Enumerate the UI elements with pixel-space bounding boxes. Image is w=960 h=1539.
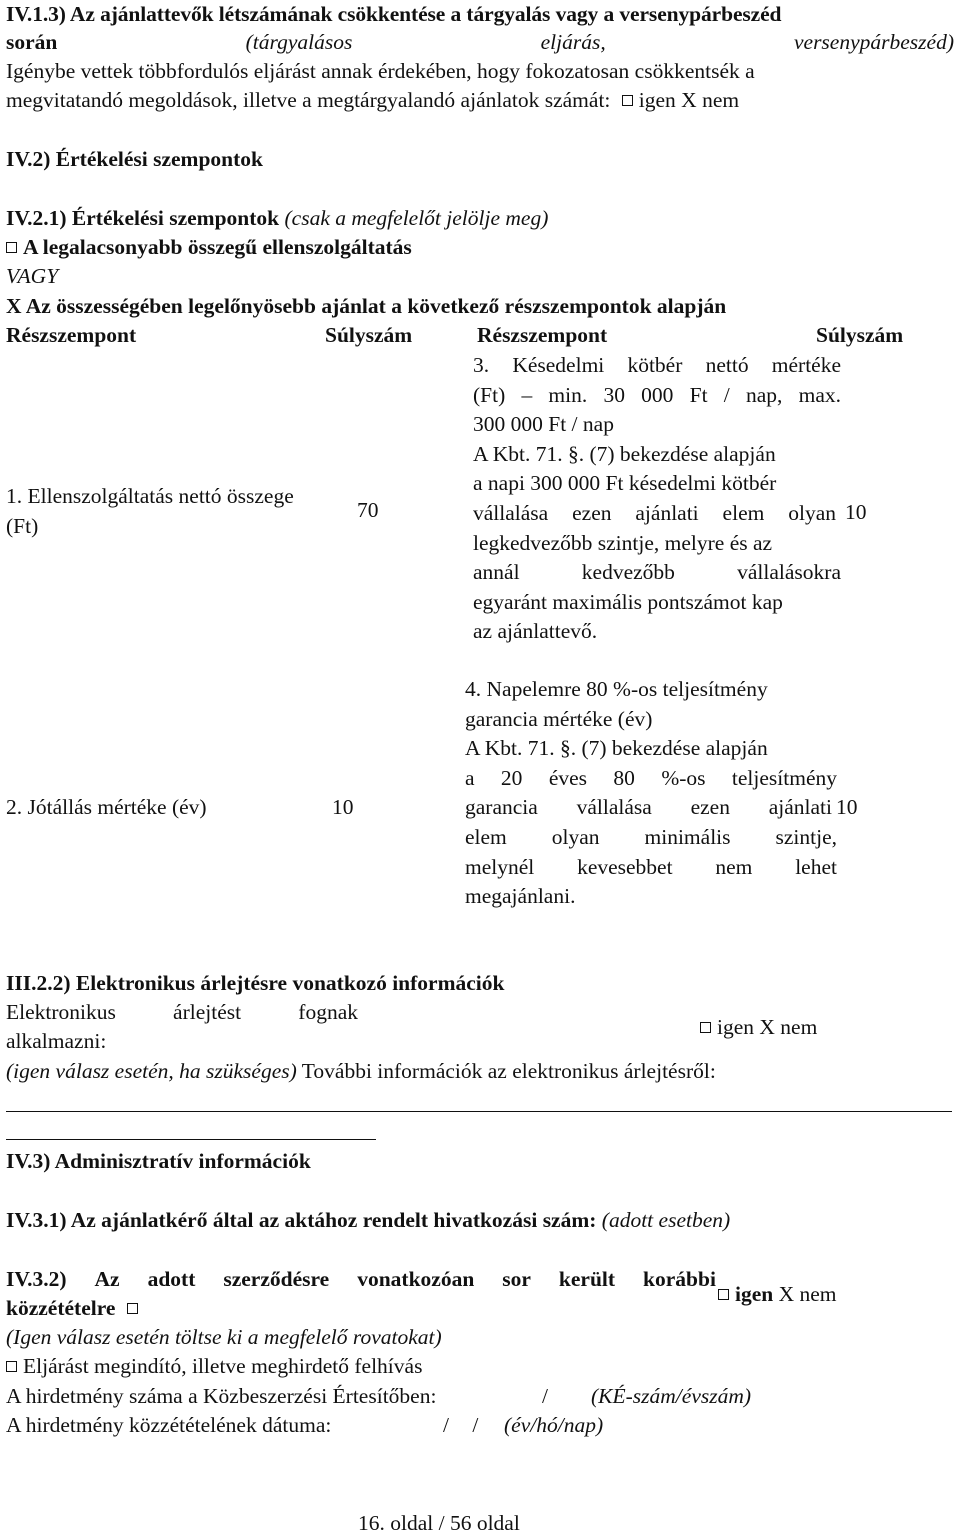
table-row2-right-line: garancia mértéke (év)	[465, 706, 653, 731]
section-iv21-option1-label: A legalacsonyabb összegű ellenszolgáltatás	[23, 235, 412, 259]
table-row1-right-line: A Kbt. 71. §. (7) bekezdése alapján	[473, 441, 776, 466]
page-number: 16. oldal / 56 oldal	[358, 1511, 520, 1535]
section-iii22-note	[6, 1057, 716, 1087]
section-iv13-title: IV.1.3) Az ajánlattevők létszámának csökkentése a tárgyalás vagy a versenypárbeszéd	[6, 2, 782, 26]
section-iv32-field2-sep: / /	[443, 1413, 479, 1437]
section-iv21-title-italic: (csak a megfelelőt jelölje meg)	[284, 206, 549, 230]
checkbox-icon	[6, 1361, 17, 1372]
section-iv32-option	[6, 1352, 422, 1382]
section-iv21-title	[6, 204, 548, 234]
answer-line	[6, 1139, 376, 1140]
table-row1-right-line: annál kedvezőbb vállalásokra	[473, 560, 841, 585]
section-iii22-note-italic: (igen válasz esetén, ha szükséges)	[6, 1059, 297, 1083]
table-row2-right-line: melynél kevesebbet nem lehet	[465, 854, 837, 879]
table-row2-criterion-right	[465, 675, 837, 912]
section-iv32-word: adott	[147, 1267, 196, 1291]
checkbox-icon	[718, 1289, 729, 1300]
section-iv32-word: IV.3.2)	[6, 1267, 67, 1291]
table-header-weight-right: Súlyszám	[816, 323, 904, 347]
table-row1-criterion-right	[473, 351, 841, 647]
table-row1-weight-left: 70	[357, 498, 379, 522]
section-iv21-option1	[6, 233, 412, 263]
table-row2-right-line: megajánlani.	[465, 884, 576, 909]
section-iv32-option-label: Eljárást megindító, illetve meghirdető felhívás	[23, 1354, 423, 1378]
section-iv3-title: IV.3) Adminisztratív információk	[6, 1149, 311, 1173]
section-iv32-title-line2-text: közzétételre	[6, 1296, 116, 1320]
section-iii22-question-word1: Elektronikus	[6, 1000, 116, 1024]
section-iv32-title-line2	[6, 1294, 144, 1324]
table-row1-weight-right: 10	[845, 500, 867, 524]
section-iv32-field1-label: A hirdetmény száma a Közbeszerzési Értesítőben:	[6, 1384, 437, 1408]
section-iv32-answer-rest: X nem	[778, 1282, 837, 1306]
section-iv13-answer: igen X nem	[638, 88, 740, 112]
checkbox-icon	[6, 242, 17, 253]
section-iii22-note-rest: További információk az elektronikus árlejtésről:	[301, 1059, 716, 1083]
section-iv32-word: korábbi	[643, 1267, 716, 1291]
table-row1-right-line: az ajánlattevő.	[473, 619, 598, 644]
table-row1-right-line: (Ft) – min. 30 000 Ft / nap, max.	[473, 382, 841, 407]
table-header-criterion-right: Részszempont	[477, 323, 608, 347]
section-iv32-note: (Igen válasz esetén töltse ki a megfelelő rovatokat)	[6, 1325, 442, 1349]
section-iv32-answer-bold: igen	[735, 1282, 774, 1306]
section-iv13-title-word3: versenypárbeszéd)	[793, 30, 954, 54]
section-iii22-answer	[700, 1013, 817, 1043]
section-iv32-word: Az	[94, 1267, 120, 1291]
section-iv31-title-bold: IV.3.1) Az ajánlatkérő által az aktához rendelt hivatkozási szám:	[6, 1208, 597, 1232]
table-row2-criterion-left: 2. Jótállás mértéke (év)	[6, 795, 207, 819]
table-header-weight-left: Súlyszám	[325, 323, 413, 347]
table-row1-right-line: vállalása ezen ajánlati elem olyan	[473, 500, 836, 525]
checkbox-icon	[700, 1022, 711, 1033]
table-row2-right-line: elem olyan minimális szintje,	[465, 824, 837, 849]
table-row1-right-line: a napi 300 000 Ft késedelmi kötbér	[473, 471, 777, 496]
section-iv32-field2-hint: (év/hó/nap)	[504, 1413, 604, 1437]
table-row1-criterion-left-line1: 1. Ellenszolgáltatás nettó összege	[6, 484, 294, 508]
section-iv21-option2: X Az összességében legelőnyösebb ajánlat a következő részszempontok alapján	[6, 294, 727, 318]
section-iv32-answer	[718, 1280, 837, 1310]
section-iv32-title-line1	[6, 1265, 716, 1295]
section-iii22-question-word3: fognak	[298, 1000, 358, 1024]
section-iv21-or: VAGY	[6, 264, 59, 288]
checkbox-icon	[127, 1303, 138, 1314]
section-iii22-answer-label: igen X nem	[717, 1015, 818, 1039]
table-header-criterion-left: Részszempont	[6, 323, 137, 347]
section-iv13-title-word2: eljárás,	[540, 30, 606, 54]
answer-line	[6, 1111, 952, 1112]
section-iv2-title: IV.2) Értékelési szempontok	[6, 147, 263, 171]
table-row1-right-line: egyaránt maximális pontszámot kap	[473, 589, 783, 614]
section-iv21-title-bold: IV.2.1) Értékelési szempontok	[6, 206, 280, 230]
table-row1-right-line: 300 000 Ft / nap	[473, 412, 614, 437]
section-iv32-word: vonatkozóan	[357, 1267, 475, 1291]
table-row2-right-line: a 20 éves 80 %-os teljesítmény	[465, 765, 837, 790]
section-iii22-question-word2: árlejtést	[173, 1000, 242, 1024]
checkbox-icon	[622, 95, 633, 106]
section-iv13-question: megvitatandó megoldások, illetve a megtárgyalandó ajánlatok számát:	[6, 88, 611, 112]
section-iv13-title-bold: során	[6, 30, 58, 54]
section-iv13-body-line1: Igénybe vettek többfordulós eljárást annak érdekében, hogy fokozatosan csökkentsék a	[6, 59, 755, 83]
table-row1-right-line: 3. Késedelmi kötbér nettó mértéke	[473, 353, 841, 377]
table-row1-criterion-left-line2: (Ft)	[6, 513, 39, 538]
section-iv13-title-word1: (tárgyalásos	[245, 30, 353, 54]
section-iv13-title-line2	[6, 28, 954, 58]
table-row1-right-line: legkedvezőbb szintje, melyre és az	[473, 530, 773, 555]
section-iv32-word: sor	[502, 1267, 531, 1291]
table-row1-criterion-left	[6, 482, 360, 541]
table-row2-right-line: garancia vállalása ezen ajánlati	[465, 795, 832, 820]
section-iv32-word: szerződésre	[223, 1267, 330, 1291]
section-iv31-title	[6, 1206, 730, 1236]
section-iii22-title: III.2.2) Elektronikus árlejtésre vonatkozó információk	[6, 971, 505, 995]
table-row2-right-line: A Kbt. 71. §. (7) bekezdése alapján	[465, 736, 768, 761]
section-iv31-title-italic: (adott esetben)	[601, 1208, 731, 1232]
table-row2-weight-left: 10	[332, 795, 354, 819]
section-iv32-field1-sep: /	[542, 1384, 548, 1408]
section-iv32-field2-label: A hirdetmény közzétételének dátuma:	[6, 1413, 332, 1437]
section-iv13-body-line2	[6, 86, 739, 116]
table-row2-right-line: 4. Napelemre 80 %-os teljesítmény	[465, 677, 768, 701]
table-row2-weight-right: 10	[836, 795, 858, 819]
section-iv32-word: került	[558, 1267, 616, 1291]
section-iv32-field1-hint: (KÉ-szám/évszám)	[591, 1384, 752, 1408]
section-iii22-question-line2: alkalmazni:	[6, 1029, 107, 1053]
section-iii22-question-line1	[6, 998, 358, 1028]
